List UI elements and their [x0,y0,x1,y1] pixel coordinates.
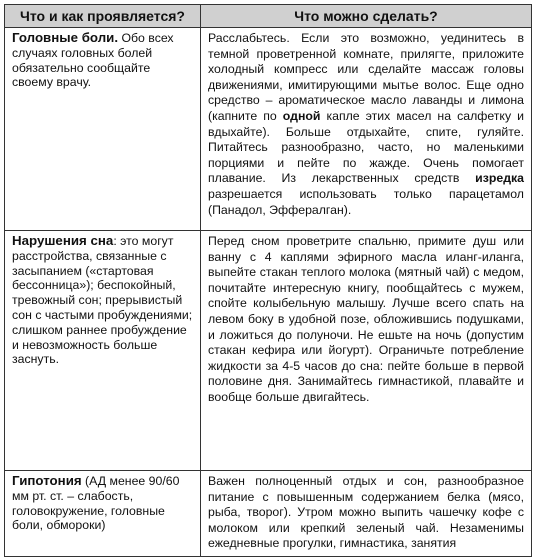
advice-cell [201,28,532,231]
advice-cell [201,471,532,557]
table-header-row [5,5,532,28]
symptom-cell [5,231,201,471]
advice-text: Перед сном проветрите спальню, примите душ или ванну с 4 каплями эфирного масла иланг-иланга, выпейте стакан теплого молока (мятный чай) с медом, почитайте интересную книгу, пообщайтесь с мужем, спойте колыбельную малышу. Лучше всего спать на левом боку в удобной позе, обложившись подушками, и ложиться до полуночи. Не ешьте на ночь (допустим стакан кефира или йогурт). Ограничьте потребление жидкости за 4-5 часов до сна: пейте больше в первой половине дня. Занимайтесь гимнастикой, плавайте и вообще больше двигайтесь. [208,234,524,404]
table-row [5,231,532,471]
symptom-description: : это могут расстройства, связанные с засыпанием («стартовая бессонница»); беспокойный, тревожный сон; прерывистый сон с частыми пробуждениями; слишком раннее пробуждение и невозможность больше заснуть. [12,234,193,367]
symptom-title: Головные боли. [12,30,119,45]
header-what-manifests: Что и как проявляется? [5,5,201,28]
table-row [5,28,532,231]
advice-text: Расслабьтесь. Если это возможно, уединитесь в темной проветренной комнате, прилягте, приложите холодный компресс или сделайте массаж головы движениями, имитирующими мытье волос. Еще одно средство – ароматическое масло лаванды и лимона (капните по [208,31,524,123]
advice-table [4,4,532,557]
advice-cell [201,231,532,471]
advice-text: Важен полноценный отдых и сон, разнообразное питание с повышенным содержанием белка (мясо, рыба, творог). Утром можно выпить чашечку кофе с молоком или крепкий зеленый чай. Незаменимы ежедневные прогулки, гимнастика, занятия [208,474,524,551]
symptom-title: Гипотония [12,473,82,488]
table-row [5,471,532,557]
symptom-title: Нарушения сна [12,233,114,248]
advice-text: разрешается использовать только парацетамол (Панадол, Эффералган). [208,186,524,217]
symptom-cell [5,471,201,557]
advice-emphasis: одной [282,108,321,123]
symptom-description: (АД менее 90/60 мм рт. ст. – слабость, головокружение, головные боли, обмороки) [12,474,180,533]
advice-emphasis: изредка [475,171,524,186]
symptom-description: Обо всех случаях головных болей обязательно сообщайте своему врачу. [12,31,174,90]
advice-text: капле этих масел на салфетку и вдыхайте). Больше отдыхайте, спите, гуляйте. Питайтесь разнообразно, часто, но маленькими порциями и пейте по жажде. Очень помогает плавание. Из лекарственных средств [208,108,524,186]
header-what-to-do: Что можно сделать? [201,5,532,28]
symptom-cell [5,28,201,231]
